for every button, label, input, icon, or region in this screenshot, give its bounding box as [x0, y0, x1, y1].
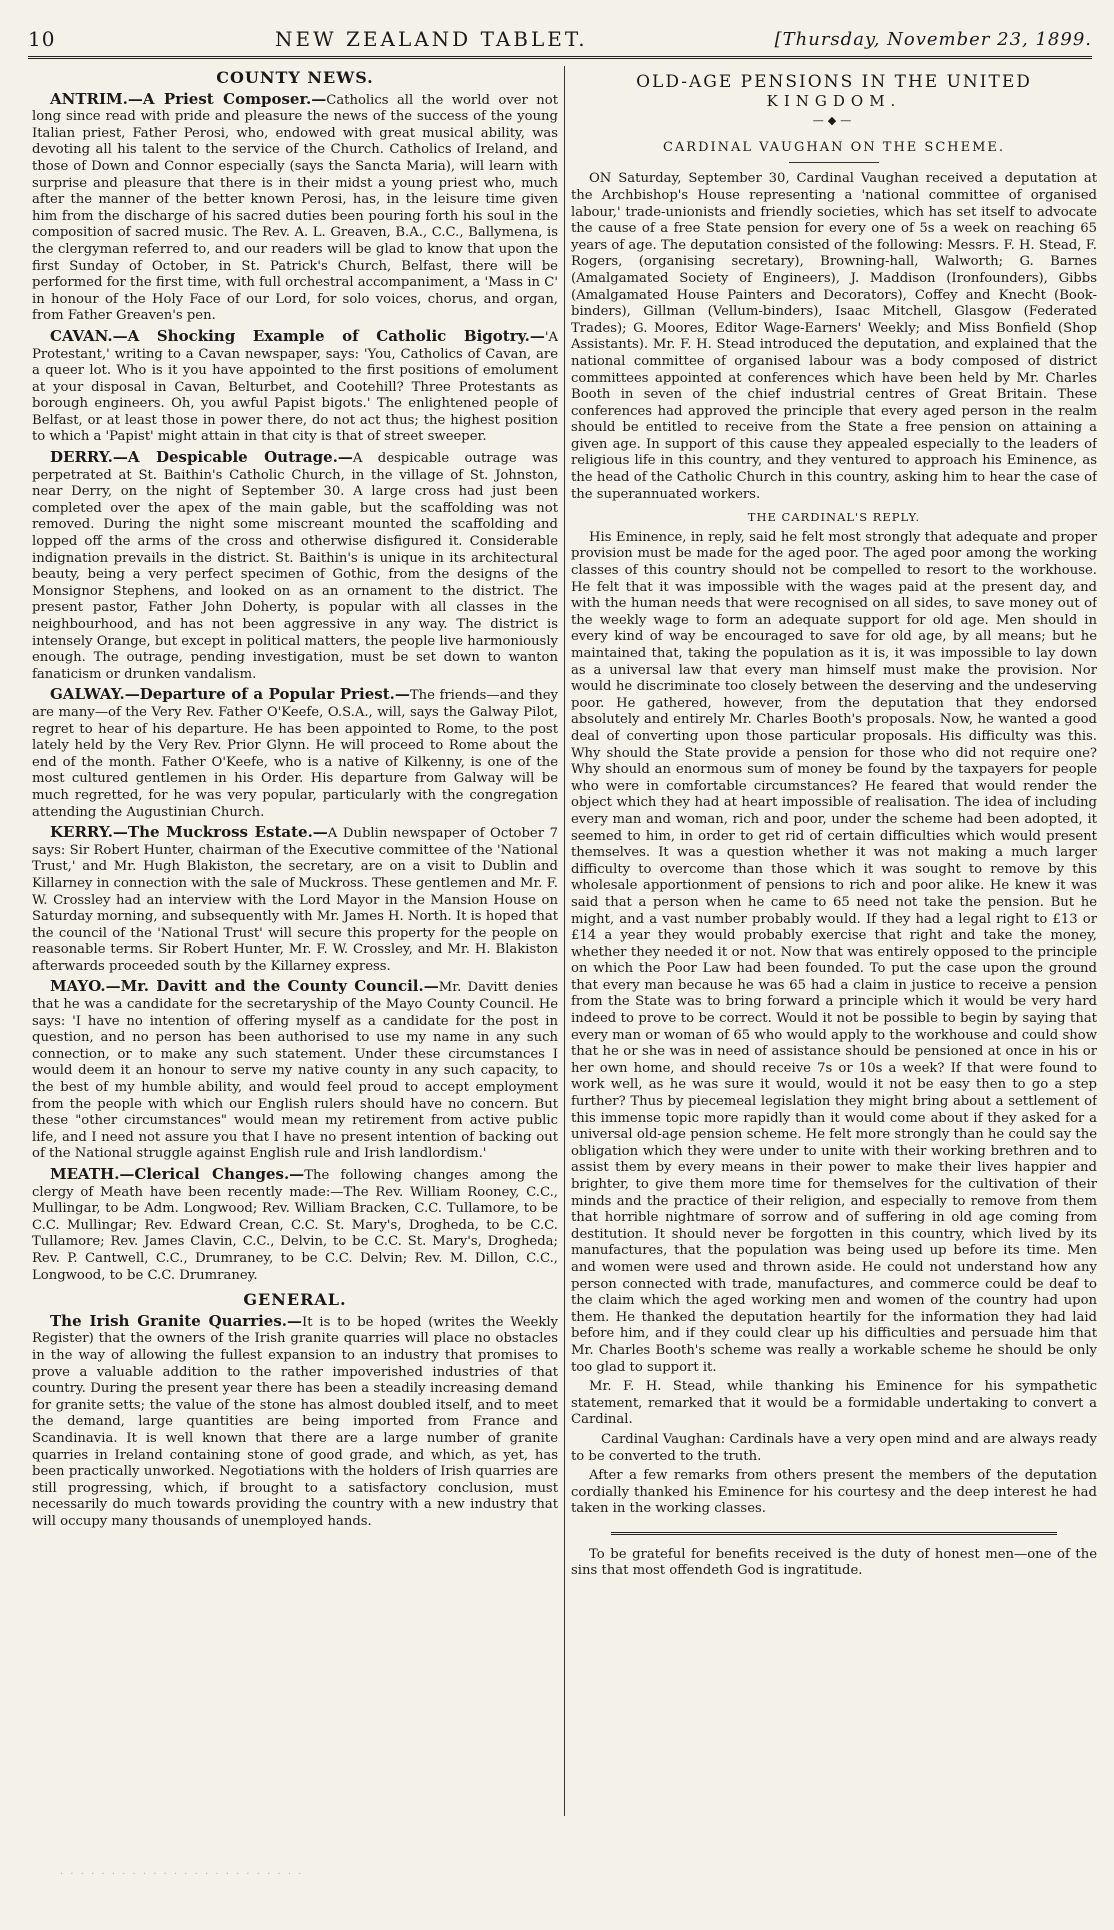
double-rule — [611, 1532, 1057, 1535]
article-subtitle: CARDINAL VAUGHAN ON THE SCHEME. — [662, 139, 1006, 155]
issue-date: [Thursday, November 23, 1899. — [774, 28, 1092, 50]
stead-remark: Mr. F. H. Stead, while thanking his Eminence for his sympathetic statement, remarked that it would be a formidable undertaking to convert a Cardinal. — [571, 1379, 1097, 1428]
news-item-antrim: ANTRIM.—A Priest Composer.—Catholics all the world over not long since read with pride and pleasure the news of the success of the young Italian priest, Father Perosi, who, endowed with great musical ability, was devoting all his talent to the service of the Church. Catholics of Ireland, and those of Down and Connor especially (says the Sancta Maria), will learn with surprise and pleasure that there is in their midst a young priest who, much after the manner of the better known Perosi, has, in the leisure time given him from the discharge of his sacred duties been pouring forth his soul in the composition of sacred music. The Rev. A. L. Greaven, B.A., C.C., Ballymena, is the clergyman referred to, and our readers will be glad to know that upon the first Sunday of October, in St. Patrick's Church, Belfast, there will be performed for the first time, with full orchestral accompaniment, a 'Mass in C' in honour of the Holy Face of our Lord, for solo voices, chorus, and organ, from Father Greaven's pen. — [32, 89, 558, 324]
county-news-title: COUNTY NEWS. — [216, 68, 374, 87]
news-item-granite: The Irish Granite Quarries.—It is to be hoped (writes the Weekly Register) that the owners of the Irish granite quarries will place no obstacles in the way of allowing the fullest expansion to an industry that promises to prove a valuable addition to the rather impoverished industries of that country. During the present year there has been a steadily increasing demand for granite setts; the value of the stone has almost doubled itself, and to meet the demand, large quantities are being imported from France and Scandinavia. It is well known that there are a large number of granite quarries in Ireland containing stone of good grade, and which, as yet, has been practically unworked. Negotiations with the holders of Irish quarries are still progressing, which, if brought to a satisfactory conclusion, must necessarily do much towards providing the country with a new industry that will occupy many thousands of unemployed hands. — [32, 1311, 558, 1529]
news-item-mayo: MAYO.—Mr. Davitt and the County Council.—Mr. Davitt denies that he was a candidate for the secretaryship of the Mayo County Council. He says: 'I have no intention of offering myself as a candidate for the post in question, and no person has been authorised to use my name in any such connection, or to make any such statement. Under these circumstances I would deem it an honour to serve my native county in any such capacity, to the best of my humble ability, and would feel proud to accept employment from the people with which our English rulers should have no concern. But these "other circumstances" would mean my retirement from active public life, and I need not assure you that I have no present intention of backing out of the National struggle against English rule and Irish landlordism.' — [32, 977, 558, 1162]
article-title-cont: KINGDOM. — [766, 91, 902, 110]
diamond-ornament-icon: —◆— — [812, 114, 856, 128]
left-column — [32, 66, 558, 1864]
masthead — [28, 22, 1092, 59]
column-divider — [564, 66, 565, 1816]
general-title: GENERAL. — [243, 1290, 347, 1310]
news-item-kerry: KERRY.—The Muckross Estate.—A Dublin newspaper of October 7 says: Sir Robert Hunter, chairman of the Executive committee of the 'National Trust,' and Mr. Hugh Blakiston, the secretary, are on a visit to Dublin and Killarney in connection with the sale of Muckross. These gentlemen and Mr. F. W. Crossley had an interview with the Lord Mayor in the Mansion House on Saturday morning, and subsequently with Mr. James H. North. It is hoped that the council of the 'National Trust' will secure this property for the people on reasonable terms. Sir Robert Hunter, Mr. F. W. Crossley, and Mr. H. Blakiston afterwards proceeded south by the Killarney express. — [32, 823, 558, 974]
article-intro: ON Saturday, September 30, Cardinal Vaughan received a deputation at the Archbishop's House representing a 'national committee of organised labour,' trade-unionists and friendly societies, which has set itself to advocate the cause of a free State pension for every one of 5s a week on reaching 65 years of age. The deputation consisted of the following: Messrs. F. H. Stead, F. Rogers, (organising secretary), Browning-hall, Walworth; G. Barnes (Amalgamated Society of Engineers), J. Maddison (Ironfounders), Gibbs (Amalgamated House Painters and Decorators), Coffey and Knecht (Book-binders), Gillman (Vellum-binders), Isaac Mitchell, Glasgow (Federated Trades); G. Moores, Editor Wage-Earners' Weekly; and Miss Bonfield (Shop Assistants). Mr. F. H. Stead introduced the deputation, and explained that the national committee of organised labour was a body composed of district committees appointed at conferences which have been held by Mr. Charles Booth in seven of the chief industrial centres of Great Britain. These conferences had approved the principle that every aged person in the realm should be entitled to receive from the State a free pension on attaining a given age. In support of this cause they appealed especially to the leaders of religious life in this country, and they ventured to approach his Eminence, as the head of the Catholic Church in this country, asking him to hear the case of the superannuated workers. — [571, 171, 1097, 502]
maxim: To be grateful for benefits received is the duty of honest men—one of the sins that most offendeth God is ingratitude. — [571, 1546, 1097, 1579]
news-item-cavan: CAVAN.—A Shocking Example of Catholic Bigotry.—'A Protestant,' writing to a Cavan newspaper, says: 'You, Catholics of Cavan, are a queer lot. Who is it you have appointed to the first positions of emolument at your disposal in Cavan, Belturbet, and Cootehill? Three Protestants as borough engineers. Oh, you awful Papist bigots.' The enlightened people of Belfast, or at least those in power there, do not act thus; the highest position to which a 'Papist' might attain in that city is that of street sweeper. — [32, 326, 558, 445]
reply-body: His Eminence, in reply, said he felt most strongly that adequate and proper provision must be made for the aged poor. The aged poor among the working classes of this country should not be compelled to resort to the workhouse. He felt that it was impossible with the wages paid at the present day, and with the human needs that were recognised on all sides, to save money out of the weekly wage to form an adequate support for old age. Men should in every kind of way be encouraged to save for old age, by all means; but he maintained that, taking the population as it is, it was impossible to lay down as a universal law that every man himself must make the provision. Nor would he discriminate too closely between the deserving and the undeserving poor. He gathered, however, from the deputation that they endorsed absolutely and entirely Mr. Charles Booth's proposals. Now, he wanted a good deal of converting upon those particular proposals. His difficulty was this. Why should the State provide a pension for those who did not require one? Why should an enormous sum of money be found by the taxpayers for people who were in comfortable circumstances? He feared that would render the object which they had at heart impossible of realisation. The idea of including every man and woman, rich and poor, under the scheme had been adopted, it seemed to him, in order to get rid of certain difficulties which would present themselves. It was a question whether it was not making a much larger difficulty to overcome than those which it was sought to remove by this wholesale apportionment of pensions to rich and poor alike. He knew it was said that a person when he came to 65 need not take the pension. But he might, and a vast number probably would. If they had a legal right to £13 or £14 a year they would probably exercise that right and take the money, whether they needed it or not. Now that was entirely opposed to the principle on which the Poor Law had been founded. To put the case upon the ground that every man because he was 65 had a claim in justice to receive a pension from the State was to bring forward a principle which it would be very hard indeed to prove to be correct. Would it not be possible to begin by saying that every man or woman of 65 who would apply to the workhouse and could show that he or she was in need of assistance should be pensioned at once in his or her own home, and should receive 7s or 10s a week? If that were found to work well, as he was sure it would, would it not be easy then to go a step further? Thus by piecemeal legislation they might bring about a settlement of this immense topic more rapidly than it would come about if they asked for a universal old-age pension scheme. He felt more strongly than he could say the obligation which they were under to unite with their working brethren and to assist them by every means in their power to make their lives happier and brighter, to give them more time for themselves for the cultivation of their minds and the practice of their religion, and especially to remove from them that horrible nightmare of sorrow and of suffering in old age coming from destitution. It should never be forgotten in this country, which lived by its manufactures, that the population was being used up before its time. Men and women were used and thrown aside. He could not understand how any person connected with trade, manufactures, and commerce could be deaf to the claim which the aged working men and women of the country had upon them. He thanked the deputation heartily for the information they had laid before him, and if they could clear up his difficulties and persuade him that Mr. Charles Booth's scheme was really a workable scheme he should be only too glad to support it. — [571, 529, 1097, 1375]
bleed-through-text: · · · · · · · · · · · · · · · · · · · · · · · · — [60, 1869, 304, 1880]
page-number: 10 — [28, 27, 56, 51]
news-item-derry: DERRY.—A Despicable Outrage.—A despicable outrage was perpetrated at St. Baithin's Catholic Church, in the village of St. Johnston, near Derry, on the night of September 30. A large cross had just been completed over the apex of the main gable, but the scaffolding was not removed. During the night some miscreant mounted the scaffolding and lopped off the arms of the cross and otherwise disfigured it. Considerable indignation prevails in the district. St. Baithin's is unique in its architectural beauty, being a very perfect specimen of Gothic, from the designs of the Monsignor Stephens, and looked on as an ornament to the district. The present pastor, Father John Doherty, is popular with all classes in the neighbourhood, and has not been aggressive in any way. The district is intensely Orange, but except in political matters, the people live harmoniously enough. The outrage, pending investigation, must be set down to wanton fanaticism or drunken vandalism. — [32, 448, 558, 682]
reply-heading: THE CARDINAL'S REPLY. — [747, 510, 921, 525]
article-title: OLD-AGE PENSIONS IN THE UNITED — [636, 72, 1032, 92]
closing-paragraph: After a few remarks from others present the members of the deputation cordially thanked his Eminence for his courtesy and the deep interest he had taken in the working classes. — [571, 1468, 1097, 1517]
vaughan-remark: Cardinal Vaughan: Cardinals have a very open mind and are always ready to be converted to the truth. — [571, 1431, 1097, 1464]
newspaper-title: NEW ZEALAND TABLET. — [275, 27, 588, 51]
news-item-meath: MEATH.—Clerical Changes.—The following changes among the clergy of Meath have been recently made:—The Rev. William Rooney, C.C., Mullingar, to be Adm. Longwood; Rev. William Bracken, C.C. Tullamore, to be C.C. Mullingar; Rev. Edward Crean, C.C. St. Mary's, Drogheda, to be C.C. Tullamore; Rev. James Clavin, C.C., Delvin, to be C.C. St. Mary's, Drogheda; Rev. P. Cantwell, C.C., Drumraney, to be C.C. Delvin; Rev. M. Dillon, C.C., Longwood, to be C.C. Drumraney. — [32, 1165, 558, 1283]
divider — [789, 162, 879, 163]
news-item-galway: GALWAY.—Departure of a Popular Priest.—The friends—and they are many—of the Very Rev. Father O'Keefe, O.S.A., will, says the Galway Pilot, regret to hear of his departure. He has been appointed to Rome, to the post lately held by the Very Rev. Prior Glynn. He will proceed to Rome about the end of the month. Father O'Keefe, who is a native of Kilkenny, is one of the most cultured gentlemen in his Order. His departure from Galway will be much regretted, for he was very popular, particularly with the congregation attending the Augustinian Church. — [32, 685, 558, 820]
right-column — [571, 66, 1097, 1864]
